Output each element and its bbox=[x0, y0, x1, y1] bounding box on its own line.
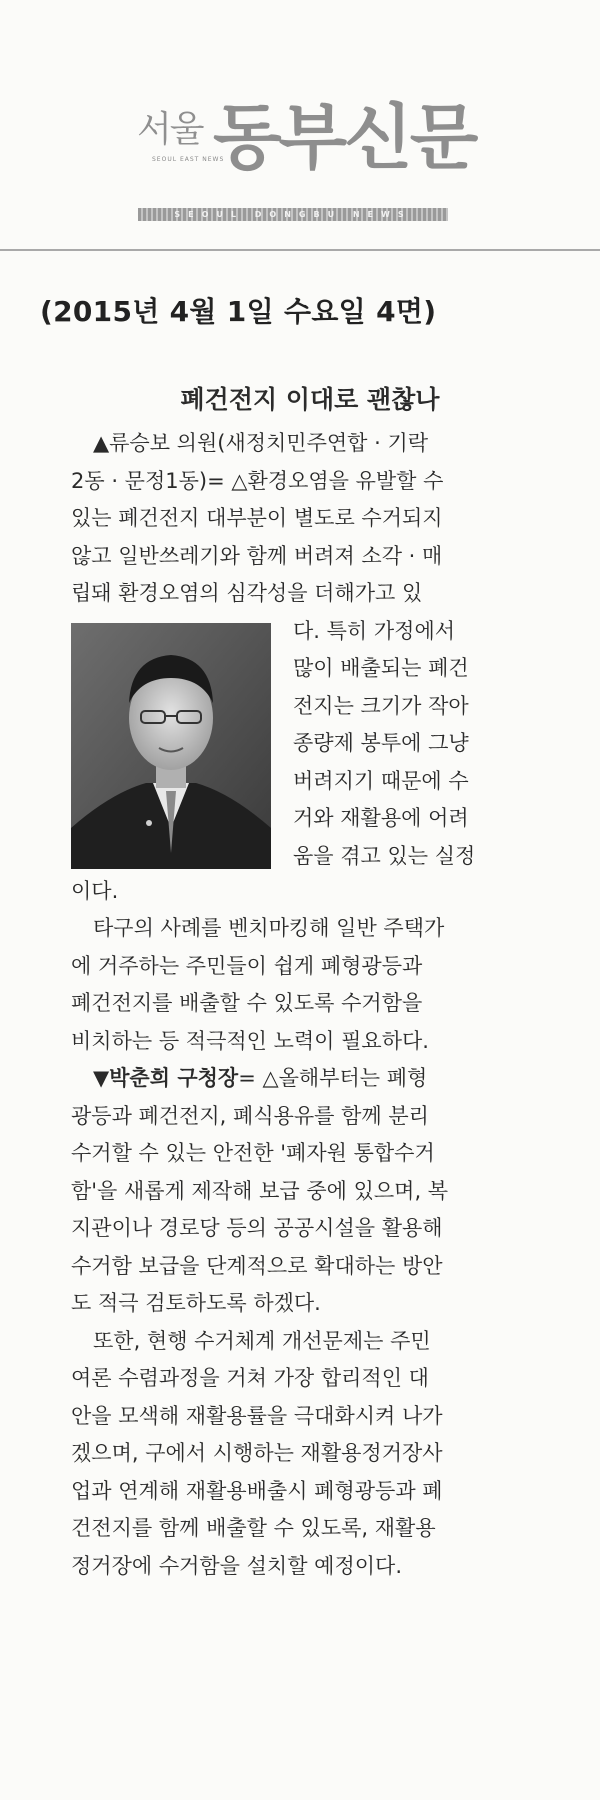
article-line: 종량제 봉투에 그냥 bbox=[293, 731, 469, 755]
article-line: 전지는 크기가 작아 bbox=[293, 693, 469, 718]
answer-first-line bbox=[71, 1060, 531, 1098]
article-line: 타구의 사례를 벤치마킹해 일반 주택가 bbox=[93, 916, 445, 940]
portrait-illustration bbox=[71, 623, 271, 869]
article-line: 안을 모색해 재활용률을 극대화시켜 나가 bbox=[71, 1403, 443, 1428]
article-line: 않고 일반쓰레기와 함께 버려져 소각 · 매 bbox=[71, 543, 443, 568]
article-line: 에 거주하는 주민들이 쉽게 폐형광등과 bbox=[71, 953, 423, 978]
article-line: 함'을 새롭게 제작해 보급 중에 있으며, 복 bbox=[71, 1178, 449, 1203]
article-line: 립돼 환경오염의 심각성을 더해가고 있 bbox=[71, 581, 423, 605]
article-headline: 폐건전지 이대로 괜찮나 bbox=[180, 385, 440, 414]
article-line: 거와 재활용에 어려 bbox=[293, 806, 469, 830]
article-line: ▲류승보 의원(새정치민주연합 · 기락 bbox=[93, 431, 429, 455]
article-line: 폐건전지를 배출할 수 있도록 수거함을 bbox=[71, 991, 423, 1015]
masthead bbox=[0, 0, 600, 254]
councillor-portrait-photo bbox=[71, 623, 271, 869]
dateline: (2015년 4월 1일 수요일 4면) bbox=[40, 295, 437, 328]
article-line: 많이 배출되는 폐건 bbox=[293, 656, 469, 680]
article-line: 수거함 보급을 단계적으로 확대하는 방안 bbox=[71, 1253, 443, 1278]
article-line: 겠으며, 구에서 시행하는 재활용정거장사 bbox=[71, 1441, 443, 1465]
wrapped-column bbox=[293, 613, 475, 876]
answer-first-rest: = △올해부터는 폐형 bbox=[238, 1066, 428, 1090]
article-line: 다. 특히 가정에서 bbox=[293, 618, 456, 643]
article-line: 버려지기 때문에 수 bbox=[293, 768, 469, 793]
article-line: 움을 겪고 있는 실정 bbox=[293, 843, 476, 868]
article-line: 광등과 폐건전지, 폐식용유를 함께 분리 bbox=[71, 1103, 429, 1128]
photo-row bbox=[71, 613, 531, 873]
masthead-divider bbox=[0, 249, 600, 251]
article-line: 비치하는 등 적극적인 노력이 필요하다. bbox=[71, 1028, 429, 1053]
article-line: 업과 연계해 재활용배출시 폐형광등과 폐 bbox=[71, 1478, 443, 1503]
masthead-region-sub: SEOUL EAST NEWS bbox=[152, 156, 225, 163]
article-line: 여론 수렴과정을 거쳐 가장 합리적인 대 bbox=[71, 1366, 429, 1390]
article-line: 정거장에 수거함을 설치할 예정이다. bbox=[71, 1553, 402, 1578]
article-line: 도 적극 검토하도록 하겠다. bbox=[71, 1291, 321, 1315]
article-body bbox=[71, 425, 531, 1585]
masthead-region: 서울 bbox=[137, 109, 203, 150]
article-line: 건전지를 함께 배출할 수 있도록, 재활용 bbox=[71, 1516, 436, 1540]
article-line: 2동 · 문정1동)= △환경오염을 유발할 수 bbox=[71, 468, 444, 493]
article-line: 지관이나 경로당 등의 공공시설을 활용해 bbox=[71, 1216, 443, 1240]
article-line: 또한, 현행 수거체계 개선문제는 주민 bbox=[93, 1328, 431, 1353]
article-line: 이다. bbox=[71, 878, 119, 903]
article-line: 있는 폐건전지 대부분이 별도로 수거되지 bbox=[71, 506, 443, 530]
answer-speaker: ▼박춘희 구청장 bbox=[93, 1066, 239, 1090]
masthead-band: SEOUL DONGBU NEWS bbox=[138, 208, 448, 221]
article-line: 수거할 수 있는 안전한 '폐자원 통합수거 bbox=[71, 1141, 435, 1165]
masthead-title: 동부신문 bbox=[213, 96, 476, 179]
